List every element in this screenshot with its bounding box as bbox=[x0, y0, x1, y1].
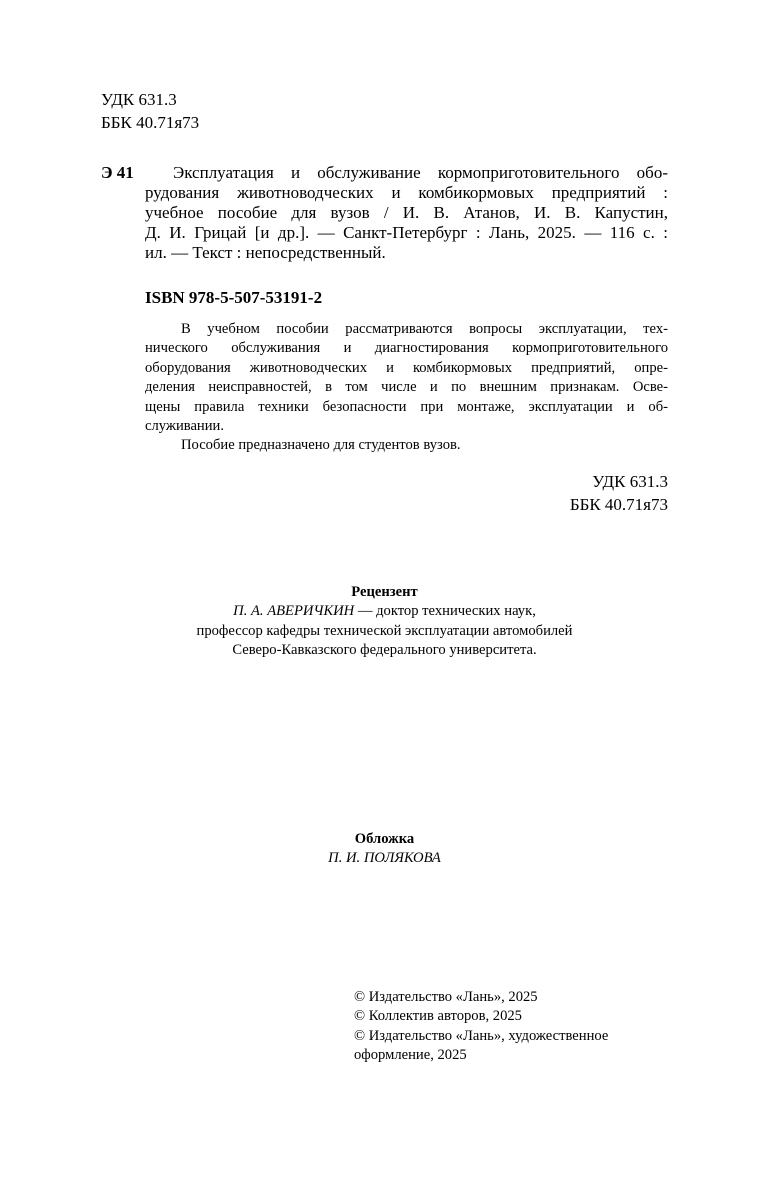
abstract-line: служивании. bbox=[145, 418, 225, 435]
bbk-top: ББК 40.71я73 bbox=[101, 113, 200, 132]
copyright-line: © Коллектив авторов, 2025 bbox=[354, 1008, 522, 1025]
reviewer-block bbox=[101, 583, 668, 661]
bibliographic-line: Д. И. Грицай [и др.]. — Санкт-Петербург : Лань, 2025. — 116 с. : bbox=[145, 223, 668, 242]
bibliographic-entry bbox=[145, 163, 668, 263]
udk-right: УДК 631.3 bbox=[592, 472, 668, 491]
abstract-line: нического обслуживания и диагностирования кормоприготовительного bbox=[145, 340, 668, 357]
reviewer-line-2: профессор кафедры технической эксплуатации автомобилей bbox=[196, 622, 573, 639]
copyright-line: оформление, 2025 bbox=[354, 1047, 467, 1064]
bibliographic-line: рудования животноводческих и комбикормовых предприятий : bbox=[145, 183, 668, 202]
copyright-block bbox=[354, 988, 608, 1066]
isbn: ISBN 978-5-507-53191-2 bbox=[145, 288, 323, 307]
reviewer-line-1 bbox=[101, 602, 668, 621]
reviewer-name: П. А. АВЕРИЧКИН bbox=[233, 603, 355, 620]
cover-heading: Обложка bbox=[354, 831, 415, 847]
abstract-line: В учебном пособии рассматриваются вопросы эксплуатации, тех- bbox=[181, 321, 668, 337]
copyright-line: © Издательство «Лань», 2025 bbox=[354, 989, 538, 1005]
cover-block bbox=[101, 830, 668, 869]
copyright-line: © Издательство «Лань», художественное bbox=[354, 1027, 609, 1044]
bibliographic-line: Эксплуатация и обслуживание кормоприготовительного обо- bbox=[173, 163, 668, 182]
reviewer-line-3: Северо-Кавказского федерального университета. bbox=[232, 642, 537, 659]
abstract-line: щены правила техники безопасности при монтаже, эксплуатации и об- bbox=[145, 398, 668, 415]
abstract-line: оборудования животноводческих и комбикормовых предприятий, опре- bbox=[145, 359, 668, 376]
bibliographic-line: учебное пособие для вузов / И. В. Атанов, И. В. Капустин, bbox=[145, 203, 668, 222]
udk-top: УДК 631.3 bbox=[101, 90, 177, 109]
reviewer-heading: Рецензент bbox=[351, 584, 418, 600]
abstract-note: Пособие предназначено для студентов вузов. bbox=[181, 437, 461, 454]
reviewer-title: — доктор технических наук, bbox=[354, 603, 536, 620]
author-mark: Э 41 bbox=[101, 163, 134, 182]
cover-artist: П. И. ПОЛЯКОВА bbox=[328, 850, 441, 867]
bibliographic-line: ил. — Текст : непосредственный. bbox=[145, 243, 386, 262]
abstract bbox=[145, 320, 668, 456]
abstract-line: деления неисправностей, в том числе и по внешним признакам. Осве- bbox=[145, 379, 668, 396]
bbk-right: ББК 40.71я73 bbox=[569, 495, 668, 514]
